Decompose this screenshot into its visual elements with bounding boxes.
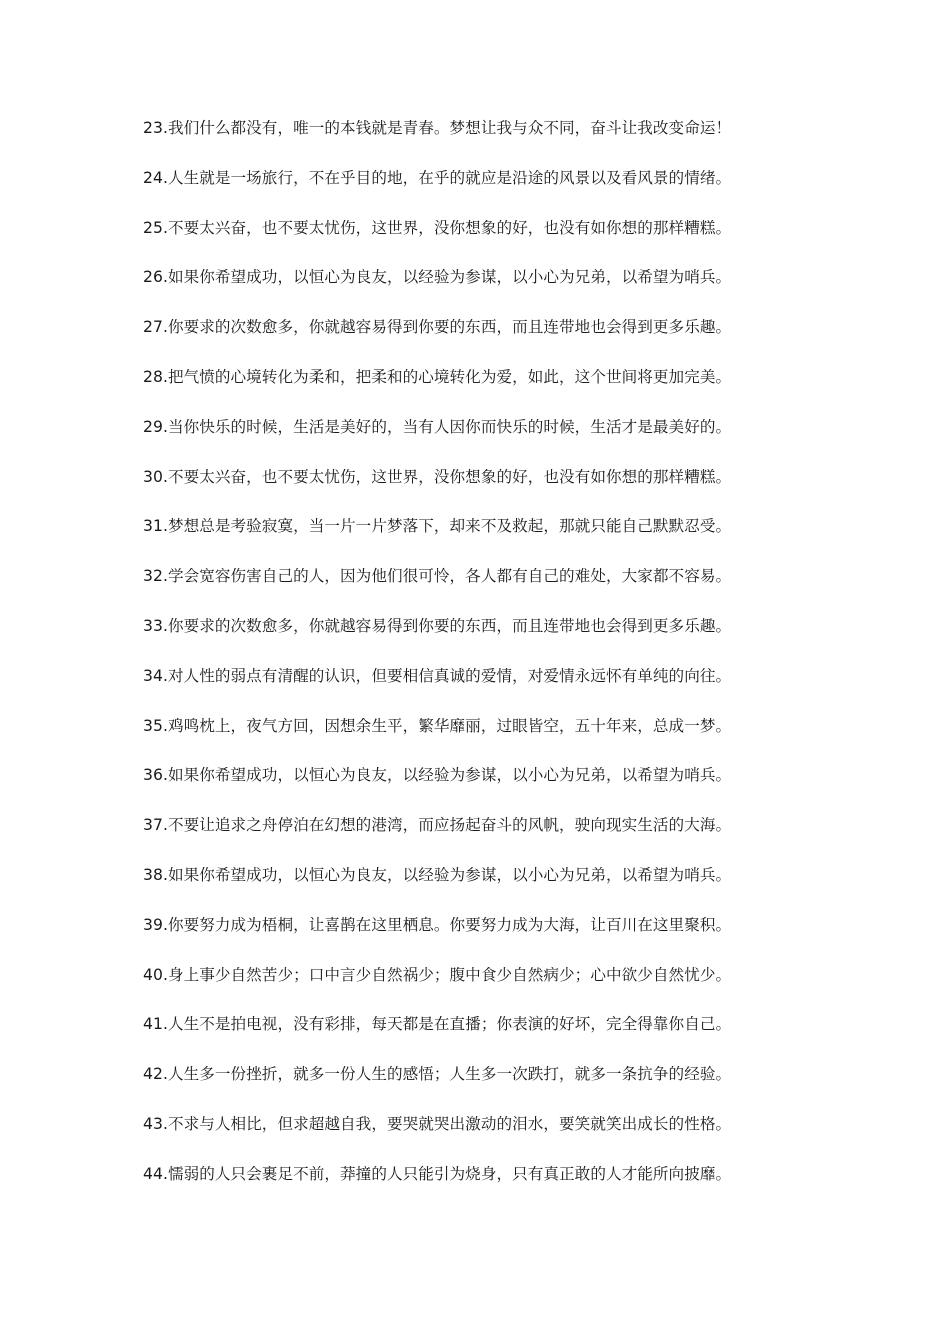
quote-line: 31.梦想总是考验寂寞，当一片一片梦落下，却来不及救起，那就只能自己默默忍受。	[143, 517, 732, 536]
quote-line: 28.把气愤的心境转化为柔和，把柔和的心境转化为爱，如此，这个世间将更加完美。	[143, 367, 732, 386]
quote-line: 23.我们什么都没有，唯一的本钱就是青春。梦想让我与众不同，奋斗让我改变命运！	[143, 119, 732, 137]
quote-line: 29.当你快乐的时候，生活是美好的，当有人因你而快乐的时候，生活才是最美好的。	[143, 417, 732, 436]
quote-line: 34.对人性的弱点有清醒的认识，但要相信真诚的爱情，对爱情永远怀有单纯的向往。	[143, 666, 732, 685]
quote-line: 39.你要努力成为梧桐，让喜鹊在这里栖息。你要努力成为大海，让百川在这里聚积。	[143, 915, 732, 934]
quote-line: 36.如果你希望成功，以恒心为良友，以经验为参谋，以小心为兄弟，以希望为哨兵。	[143, 766, 732, 785]
quote-line: 27.你要求的次数愈多，你就越容易得到你要的东西，而且连带地也会得到更多乐趣。	[143, 318, 732, 337]
quote-line: 40.身上事少自然苦少；口中言少自然祸少；腹中食少自然病少；心中欲少自然忧少。	[143, 965, 732, 984]
quote-line: 42.人生多一份挫折，就多一份人生的感悟；人生多一次跌打，就多一条抗争的经验。	[143, 1065, 732, 1084]
quote-line: 24.人生就是一场旅行，不在乎目的地，在乎的就应是沿途的风景以及看风景的情绪。	[143, 168, 732, 187]
quote-list	[143, 114, 773, 1210]
quote-line: 26.如果你希望成功，以恒心为良友，以经验为参谋，以小心为兄弟，以希望为哨兵。	[143, 268, 732, 287]
quote-line: 37.不要让追求之舟停泊在幻想的港湾，而应扬起奋斗的风帆，驶向现实生活的大海。	[143, 816, 732, 835]
quote-line: 43.不求与人相比，但求超越自我，要哭就哭出激动的泪水，要笑就笑出成长的性格。	[143, 1114, 732, 1133]
quote-line: 41.人生不是拍电视，没有彩排，每天都是在直播；你表演的好坏，完全得靠你自己。	[143, 1015, 732, 1034]
quote-line: 44.懦弱的人只会裹足不前，莽撞的人只能引为烧身，只有真正敢的人才能所向披靡。	[143, 1164, 732, 1183]
quote-line: 32.学会宽容伤害自己的人，因为他们很可怜，各人都有自己的难处，大家都不容易。	[143, 567, 732, 586]
quote-line: 35.鸡鸣枕上，夜气方回，因想余生平，繁华靡丽，过眼皆空，五十年来，总成一梦。	[143, 716, 732, 735]
quote-line: 25.不要太兴奋，也不要太忧伤，这世界，没你想象的好，也没有如你想的那样糟糕。	[143, 218, 732, 237]
quote-line: 30.不要太兴奋，也不要太忧伤，这世界，没你想象的好，也没有如你想的那样糟糕。	[143, 467, 732, 486]
quote-line: 38.如果你希望成功，以恒心为良友，以经验为参谋，以小心为兄弟，以希望为哨兵。	[143, 865, 732, 884]
quote-line: 33.你要求的次数愈多，你就越容易得到你要的东西，而且连带地也会得到更多乐趣。	[143, 616, 732, 635]
